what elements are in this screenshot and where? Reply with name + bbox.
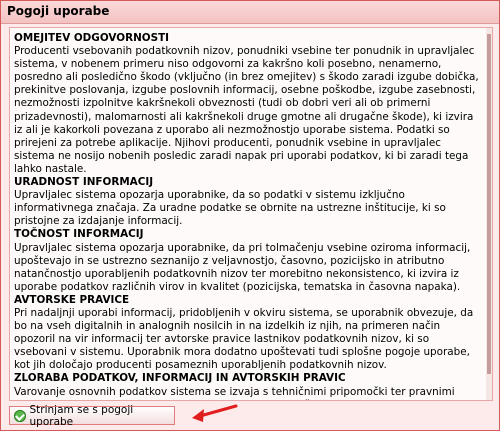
red-arrow-icon [186, 402, 238, 426]
section-misuse [14, 372, 482, 401]
section-liability [14, 32, 482, 176]
vertical-scrollbar[interactable] [486, 28, 492, 400]
agree-button[interactable] [9, 403, 175, 428]
section-heading: OMEJITEV ODGOVORNOSTI [14, 32, 170, 44]
section-heading: ZLORABA PODATKOV, INFORMACIJ IN AVTORSKIH PRAVIC [14, 372, 346, 385]
section-body: Upravljalec sistema opozarja uporabnike, da so podatki v sistemu izključno informativnega značaja. Za uradne podatke se obrnite na ustrezne inštitucije, ki so pristojne za izdajanje informacij. [14, 189, 446, 228]
section-copyright [14, 294, 482, 373]
section-heading: URADNOST INFORMACIJ [14, 176, 154, 189]
terms-content-panel[interactable] [9, 27, 493, 401]
dialog-title: Pogoji uporabe [7, 4, 110, 18]
section-official [14, 176, 482, 228]
section-body: Upravljalec sistema opozarja uporabnike, da pri tolmačenju vsebine oziroma informacij, upoštevajo in se ustrezno seznanijo z veljavnostjo, časovno, pozicijsko in atributno natančnostjo uporabljenih podatkovnih nizov ter morebitno nekonsistenco, ki izvira iz uporabe podatkov različnih virov in kvalitet (pozicijska, tematska in časovna napaka). [14, 241, 471, 293]
section-accuracy [14, 228, 482, 293]
checkmark-circle-icon [14, 410, 26, 422]
section-body: Varovanje osnovnih podatkov sistema se izvaja s tehničnimi pripomočki ter pravnimi [14, 385, 455, 398]
section-body: Pri nadaljnji uporabi informacij, pridobljenih v okviru sistema, se uporabnik obvezuje, da bo na vseh digitalnih in analognih nosilcih in na izdelkih iz njih, na primeren način opozoril na vir informacij ter avtorske pravice lastnikov podatkovnih nizov, ki so vsebovani v sistemu. Uporabnik mora dodatno upoštevati tudi splošne pogoje uporabe, kot jih določajo producenti posameznih uporabljenih podatkovnih nizov. [14, 306, 474, 372]
terms-text [10, 28, 486, 401]
scrollbar-thumb[interactable] [487, 34, 491, 374]
agree-button-label: Strinjam se s pogoji uporabe [29, 403, 134, 428]
section-body: Producenti vsebovanih podatkovnih nizov, ponudniki vsebine ter ponudnik in upravljalec sistema, v nobenem primeru niso odgovorni za kakršno koli posebno, nenamerno, posredno ali posledično škodo (vključno (in brez omejitev) s škodo zaradi izgube dobička, prekinitve poslovanja, izgube poslovnih informacij, osebne poškodbe, izgube zasebnosti, nezmožnosti izpolnitve kakršnekoli obveznosti (tudi ob dobri veri ali ob primerni prizadevnosti), malomarnosti ali kakršnekoli druge gmotne ali drugačne škode), ki izvira iz ali je kakorkoli povezana z uporabo ali nezmožnostjo uporabe sistema. Podatki so prirejeni za potrebe aplikacije. Njihovi producenti, ponudnik vsebine in upravljalec sistema ne nosijo nobenih posledic zaradi napak pri uporabi podatkov, ki bi zaradi tega lahko nastale. [14, 45, 479, 175]
section-heading: AVTORSKE PRAVICE [14, 293, 130, 306]
dialog-titlebar [1, 1, 499, 24]
section-heading: TOČNOST INFORMACIJ [14, 228, 144, 241]
